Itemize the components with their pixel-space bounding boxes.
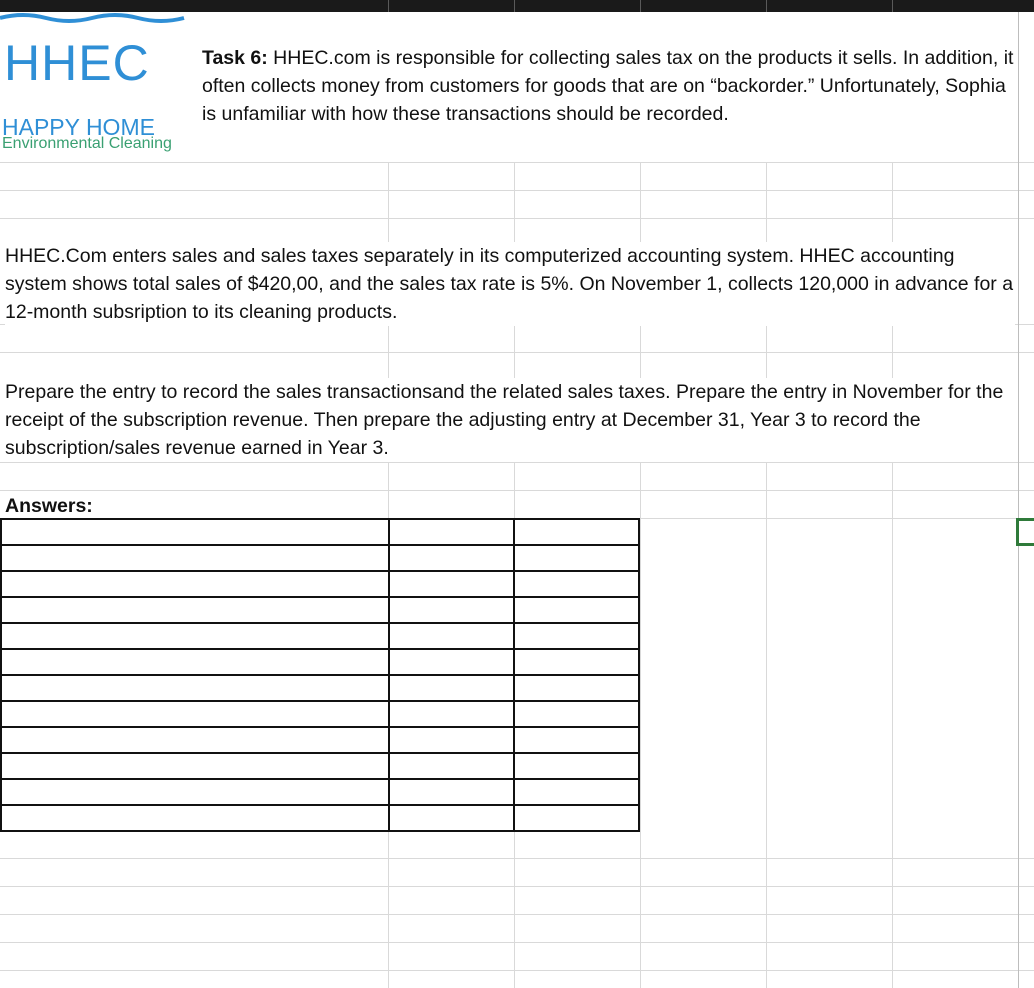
account-cell[interactable] <box>1 727 389 753</box>
grid-row-line <box>0 942 1034 943</box>
table-row <box>1 805 639 831</box>
account-cell[interactable] <box>1 779 389 805</box>
account-cell[interactable] <box>1 623 389 649</box>
debit-cell[interactable] <box>389 519 514 545</box>
table-row <box>1 727 639 753</box>
table-row <box>1 519 639 545</box>
grid-row-line <box>0 858 1034 859</box>
grid-row-line <box>0 190 1034 191</box>
debit-cell[interactable] <box>389 571 514 597</box>
grid-row-line <box>0 490 1034 491</box>
logo-subtagline: Environmental Cleaning <box>2 135 172 152</box>
credit-cell[interactable] <box>514 519 639 545</box>
column-separator <box>892 0 893 12</box>
table-row <box>1 623 639 649</box>
answers-table[interactable] <box>0 518 640 832</box>
logo-wordmark: HHEC <box>4 35 150 91</box>
scenario-paragraph[interactable]: HHEC.Com enters sales and sales taxes separately in its computerized accounting system. HHEC accounting system shows total sales of $420,00, and the sales tax rate is 5%. On November 1, collects 120,000 in advance for a 12-month subsription to its cleaning products. <box>5 242 1015 326</box>
account-cell[interactable] <box>1 571 389 597</box>
selected-cell[interactable] <box>1016 518 1034 546</box>
instructions-paragraph[interactable]: Prepare the entry to record the sales transactionsand the related sales taxes. Prepare the entry in November for the receipt of the subscription revenue. Then prepare the adjusting entry at December 31, Year 3 to record the subscription/sales revenue earned in Year 3. <box>5 378 1015 462</box>
table-row <box>1 571 639 597</box>
debit-cell[interactable] <box>389 727 514 753</box>
credit-cell[interactable] <box>514 675 639 701</box>
grid-row-line <box>0 914 1034 915</box>
credit-cell[interactable] <box>514 649 639 675</box>
task-description[interactable] <box>202 44 1017 128</box>
debit-cell[interactable] <box>389 545 514 571</box>
debit-cell[interactable] <box>389 779 514 805</box>
credit-cell[interactable] <box>514 623 639 649</box>
toolbar-strip <box>0 0 1034 12</box>
credit-cell[interactable] <box>514 779 639 805</box>
debit-cell[interactable] <box>389 753 514 779</box>
column-separator <box>640 0 641 12</box>
grid-row-line <box>0 218 1034 219</box>
credit-cell[interactable] <box>514 701 639 727</box>
grid-row-line <box>0 162 1034 163</box>
answers-label[interactable]: Answers: <box>5 495 93 517</box>
credit-cell[interactable] <box>514 597 639 623</box>
account-cell[interactable] <box>1 753 389 779</box>
wave-icon <box>0 12 190 32</box>
table-row <box>1 779 639 805</box>
debit-cell[interactable] <box>389 623 514 649</box>
column-border <box>1018 12 1019 988</box>
credit-cell[interactable] <box>514 571 639 597</box>
account-cell[interactable] <box>1 519 389 545</box>
table-row <box>1 545 639 571</box>
table-row <box>1 649 639 675</box>
logo-tagline: HAPPY HOME <box>2 114 155 140</box>
credit-cell[interactable] <box>514 545 639 571</box>
account-cell[interactable] <box>1 675 389 701</box>
task-text: HHEC.com is responsible for collecting sales tax on the products it sells. In addition, it often collects money from customers for goods that are on “backorder.” Unfortunately, Sophia is unfamiliar with how these transactions should be recorded. <box>202 47 1014 125</box>
credit-cell[interactable] <box>514 805 639 831</box>
account-cell[interactable] <box>1 805 389 831</box>
grid-row-line <box>0 886 1034 887</box>
column-separator <box>514 0 515 12</box>
table-row <box>1 597 639 623</box>
debit-cell[interactable] <box>389 675 514 701</box>
grid-row-line <box>0 352 1034 353</box>
grid-row-line <box>0 970 1034 971</box>
table-row <box>1 753 639 779</box>
credit-cell[interactable] <box>514 727 639 753</box>
table-row <box>1 701 639 727</box>
table-row <box>1 675 639 701</box>
account-cell[interactable] <box>1 597 389 623</box>
task-label: Task 6: <box>202 47 268 69</box>
debit-cell[interactable] <box>389 649 514 675</box>
grid-row-line <box>0 462 1034 463</box>
account-cell[interactable] <box>1 545 389 571</box>
debit-cell[interactable] <box>389 701 514 727</box>
account-cell[interactable] <box>1 649 389 675</box>
column-separator <box>766 0 767 12</box>
company-logo <box>0 12 190 162</box>
column-separator <box>388 0 389 12</box>
account-cell[interactable] <box>1 701 389 727</box>
debit-cell[interactable] <box>389 597 514 623</box>
credit-cell[interactable] <box>514 753 639 779</box>
debit-cell[interactable] <box>389 805 514 831</box>
